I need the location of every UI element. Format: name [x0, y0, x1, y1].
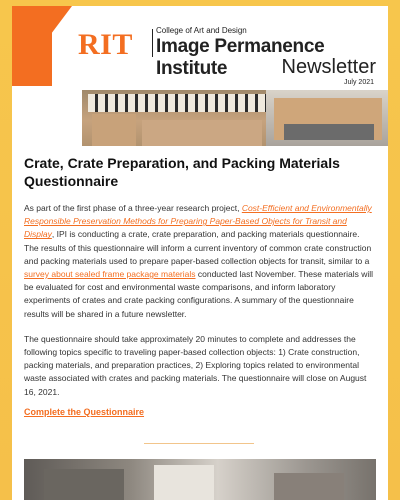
issue-date: July 2021	[344, 79, 374, 86]
college-name: College of Art and Design	[156, 26, 247, 35]
logo-divider	[152, 29, 153, 57]
section-divider	[144, 443, 254, 444]
next-section-photo	[24, 459, 376, 500]
orange-accent-triangle	[12, 6, 72, 86]
newsletter-header	[12, 6, 388, 86]
project-link[interactable]: Cost-Efficient and Environmentally Responsible Preservation Methods for Preparing Paper-Based Objects for Transit and Display	[24, 203, 372, 240]
complete-questionnaire-link[interactable]: Complete the Questionnaire	[24, 406, 145, 417]
crates-photo	[82, 90, 272, 146]
crate-detail-photo	[266, 90, 388, 146]
article-body	[12, 146, 388, 420]
article-paragraph-1: As part of the first phase of a three-year research project, Cost-Efficient and Environmentally Responsible Preservation Methods for Preparing Paper-Based Objects for Transit and Display, IPI is conducting a crate, crate preparation, and packing materials questionnaire. The results of this questionnaire will inform a current inventory of common crate construction and packing materials used to prepare paper-based collection objects for transit, similar to a survey about sealed frame package materials conducted last November. These materials will be evaluated for cost and environmental waste comparisons, and inform laboratory experiments of crates and crate packing configurations. A summary of the questionnaire results will be shared in a future newsletter.	[24, 203, 373, 319]
article-title: Crate, Crate Preparation, and Packing Materials Questionnaire	[24, 155, 340, 189]
rit-logo: RIT	[78, 28, 133, 61]
hero-images	[12, 90, 388, 146]
newsletter-card	[12, 6, 388, 500]
institute-name: Image Permanence Institute	[156, 36, 325, 79]
article-paragraph-2: The questionnaire should take approximately 20 minutes to complete and addresses the following topics specific to traveling paper-based collection objects: 1) Crate construction, packing materials, and preparation practices, 2) Exploring topics related to environmental waste associated with crates and packing materials. The questionnaire will close on August 16, 2021.	[24, 333, 367, 397]
survey-link[interactable]: survey about sealed frame package materials	[24, 269, 196, 280]
newsletter-label: Newsletter	[281, 56, 376, 78]
